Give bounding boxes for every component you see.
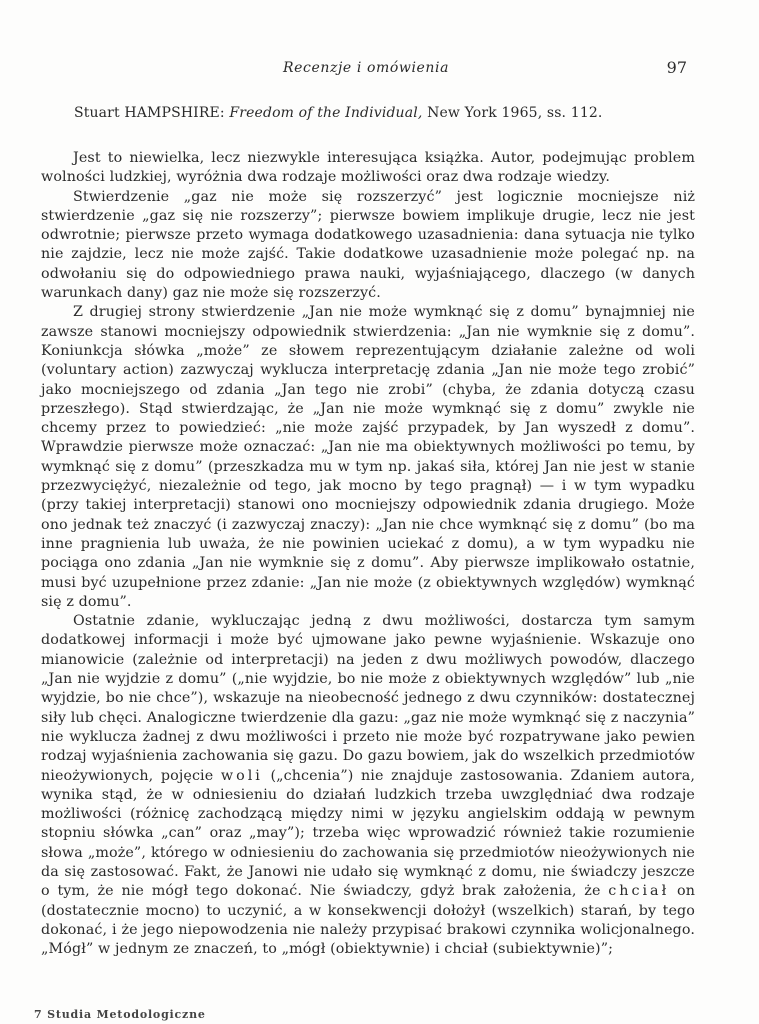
book-citation (74, 105, 714, 121)
paragraph-1: Jest to niewielka, lecz niezwykle interesująca książka. Autor, podejmując problem wolności ludzkiej, wyróżnia dwa rodzaje możliwości oraz dwa rodzaje wiedzy. (41, 150, 695, 186)
paragraph-3: Z drugiej strony stwierdzenie „Jan nie może wymknąć się z domu” bynajmniej nie zawsze stanowi mocniejszy odpowiednik stwierdzenia: „Jan nie wymknie się z domu”. Koniunkcja słówka „może” ze słowem reprezentującym działanie zależne od woli (voluntary action) zazwyczaj wyklucza interpretację zdania „Jan nie może tego zrobić” jako mocniejszego od zdania „Jan tego nie zrobi” (chyba, że zdania dotyczą czasu przeszłego). Stąd stwierdzając, że „Jan nie może wymknąć się z domu” zwykle nie chcemy przez to powiedzieć: „nie może zajść przypadek, by Jan wyszedł z domu”. Wprawdzie pierwsze może oznaczać: „Jan nie ma obiektywnych możliwości po temu, by wymknąć się z domu” (przeszkadza mu w tym np. jakaś siła, której Jan nie jest w stanie przezwyciężyć, niezależnie od tego, jak mocno by tego pragnął) — i w tym wypadku (przy takiej interpretacji) stanowi ono mocniejszy odpowiednik zdania drugiego. Może ono jednak też znaczyć (i zazwyczaj znaczy): „Jan nie chce wymknąć się z domu” (bo ma inne pragnienia lub uważa, że nie powinien uciekać z domu), a w tym wypadku nie pociąga ono zdania „Jan nie wymknie się z domu”. Aby pierwsze implikowało ostatnie, musi być uzupełnione przez zdanie: „Jan nie może (z obiektywnych względów) wymknąć się z domu”. (41, 304, 695, 610)
citation-author: Stuart HAMPSHIRE: (74, 105, 225, 121)
paragraph-4-part-a: Ostatnie zdanie, wykluczając jedną z dwu możliwości, dostarcza tym samym dodatkowej informacji i może być ujmowane jako pewne wyjaśnienie. Wskazuje ono mianowicie (zależnie od interpretacji) na jeden z dwu możliwych powodów, dlaczego „Jan nie wyjdzie z domu” („nie wyjdzie, bo nie może z obiektywnych względów” lub „nie wyjdzie, bo nie chce”), wskazuje na nieobecność jednego z dwu czynników: dostatecznej siły lub chęci. Analogiczne twierdzenie dla gazu: „gaz nie może wymknąć się z naczynia” nie wyklucza żadnej z dwu możliwości i przeto nie może być rozpatrywane jako pewien rodzaj wyjaśnienia zachowania się gazu. Do gazu bowiem, jak do wszelkich przedmiotów nieożywionych, pojęcie (41, 613, 695, 784)
paragraph-4-part-b: („chcenia”) nie znajduje zastosowania. Zdaniem autora, wynika stąd, że w odniesieniu do działań ludzkich trzeba uwzględniać dwa rodzaje możliwości (różnicę zachodzącą między nimi w języku angielskim oddają w pewnym stopniu słówka „can” oraz „may”); trzeba więc wprowadzić również takie rozumienie słowa „może”, którego w odniesieniu do zachowania się przedmiotów nieożywionych nie da się zastosować. Fakt, że Janowi nie udało się wymknąć z domu, nie świadczy jeszcze o tym, że nie mógł tego dokonać. Nie świadczy, gdyż brak założenia, że (41, 767, 695, 900)
running-title: Recenzje i omówienia (283, 60, 450, 76)
spaced-word-chcial: chciał (608, 883, 670, 900)
spaced-word-woli: woli (220, 767, 263, 784)
paragraph-4-part-c: on (dostatecznie mocno) to uczynić, a w konsekwencji dołożył (wszelkich) starań, by tego dokonać, i że jego niepowodzenia nie należy przypisać brakowi czynnika wolicjonalnego. „Mógł” w jednym ze znaczeń, to „mógł (obiektywnie) i chciał (subiektywnie)”; (41, 883, 695, 958)
page-number: 97 (666, 58, 687, 77)
paragraph-2: Stwierdzenie „gaz nie może się rozszerzyć” jest logicznie mocniejsze niż stwierdzenie „gaz się nie rozszerzy”; pierwsze bowiem implikuje drugie, lecz nie jest odwrotnie; pierwsze przeto wymaga dodatkowego uzasadnienia: dana sytuacja nie tylko nie zajdzie, lecz nie może zajść. Takie dodatkowe uzasadnienie może polegać np. na odwołaniu się do odpowiedniego prawa nauki, wyjaśniającego, dlaczego (w danych warunkach dany) gaz nie może się rozszerzyć. (41, 188, 695, 302)
signature-mark: 7 Studia Metodologiczne (34, 1008, 206, 1021)
citation-title: Freedom of the Individual, (229, 105, 423, 121)
paragraph-4 (41, 612, 695, 959)
review-body (41, 149, 695, 959)
page-header (0, 60, 759, 82)
citation-publication: New York 1965, ss. 112. (427, 105, 603, 121)
